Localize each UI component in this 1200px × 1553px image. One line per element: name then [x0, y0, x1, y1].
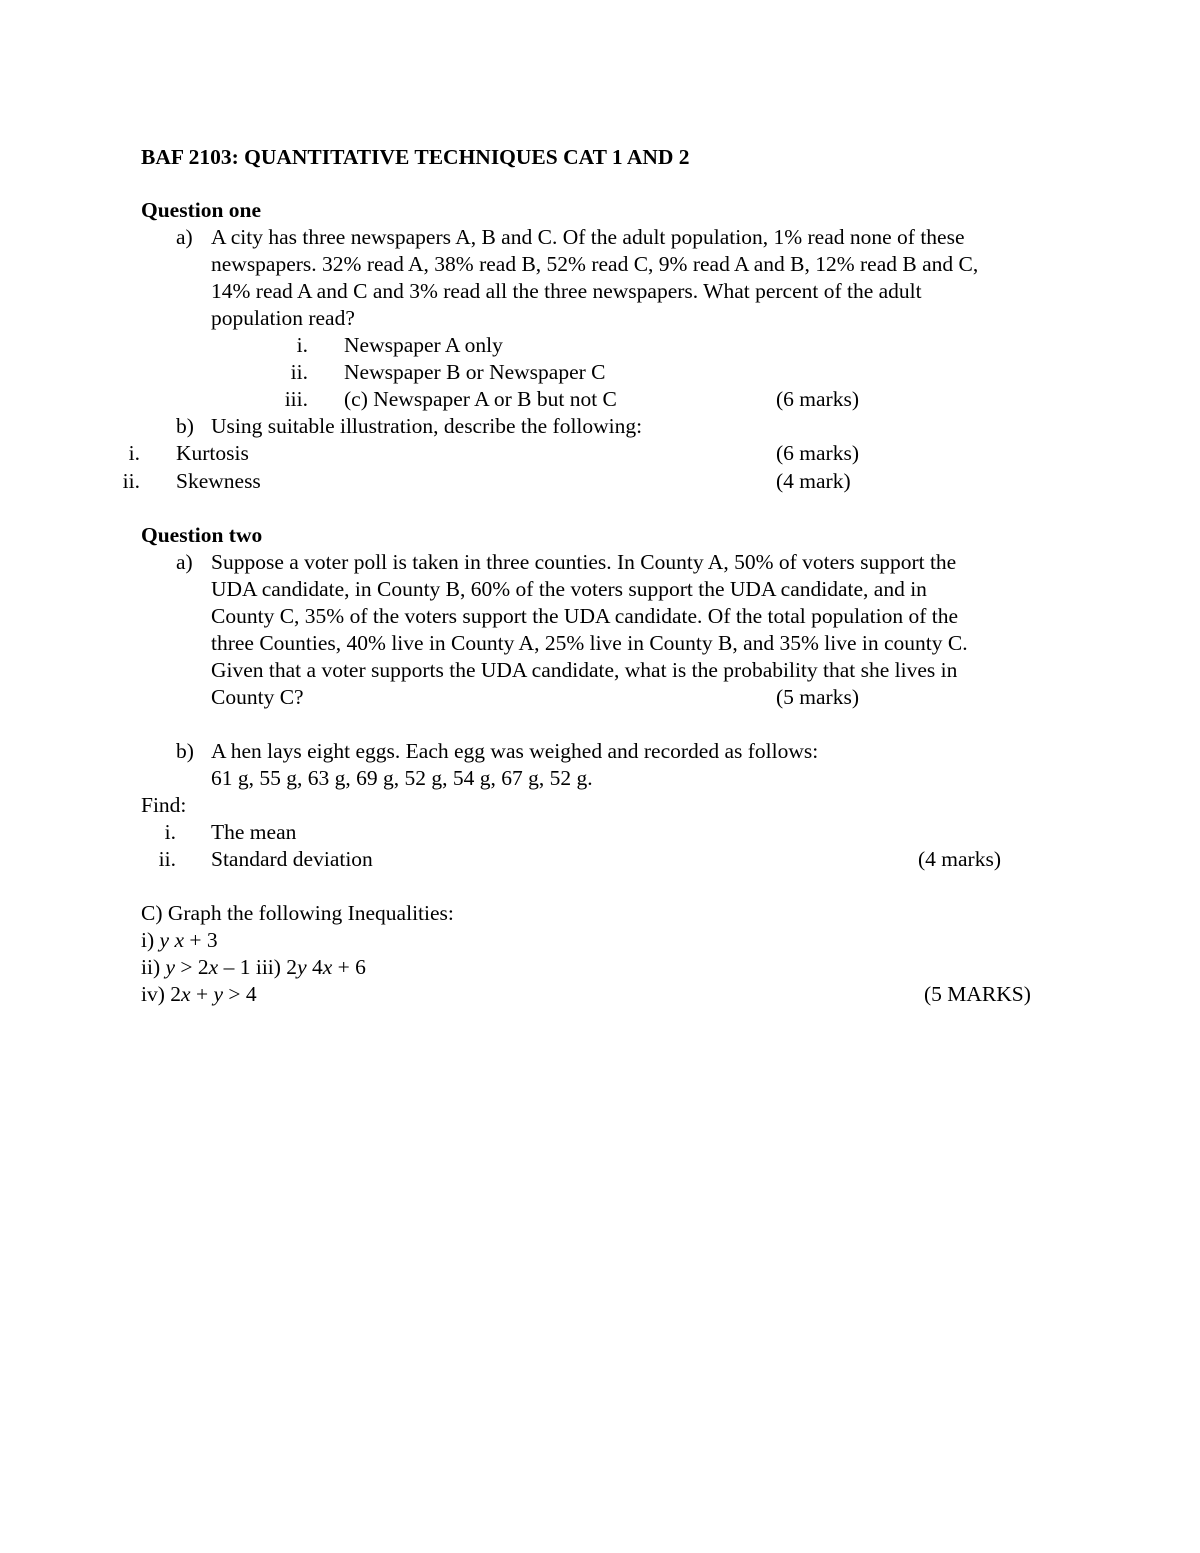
q1a-line-3: 14% read A and C and 3% read all the three newspapers. What percent of the adult — [211, 279, 922, 303]
ineq-2-label: ii) — [141, 955, 166, 979]
q1b-item-1-num: i. — [128, 441, 140, 465]
ineq-4-x: x — [181, 982, 191, 1006]
ineq-1-end: + 3 — [183, 928, 218, 952]
q2b-line-2: 61 g, 55 g, 63 g, 69 g, 52 g, 54 g, 67 g, 52 g. — [211, 766, 593, 790]
q2b-marks: (4 marks) — [918, 847, 1001, 871]
q1a-line-4: population read? — [211, 306, 355, 330]
q1b-item-1-marks: (6 marks) — [776, 441, 859, 465]
q2b-line-1: A hen lays eight eggs. Each egg was weighed and recorded as follows: — [211, 739, 819, 763]
q1a-item-1-text: Newspaper A only — [344, 333, 503, 357]
inequality-1 — [141, 927, 218, 954]
ineq-2-x: x — [208, 955, 219, 979]
q2b-item-2-text: Standard deviation — [211, 847, 373, 871]
ineq-3-x: x — [322, 955, 333, 979]
q2b-marker: b) — [176, 739, 194, 763]
q2a-line-6: County C? — [211, 685, 304, 709]
ineq-3-end: + 6 — [332, 955, 366, 979]
q2b-item-1-num: i. — [164, 820, 176, 844]
question-two-heading: Question two — [141, 523, 263, 547]
ineq-1-label: i) — [141, 928, 160, 952]
q1a-item-3-num: iii. — [284, 387, 308, 411]
q2c-marks: (5 MARKS) — [924, 982, 1031, 1006]
q2c-text: C) Graph the following Inequalities: — [141, 901, 454, 925]
q1a-marks: (6 marks) — [776, 387, 859, 411]
ineq-3-y: y — [297, 955, 307, 979]
q1a-marker: a) — [176, 225, 193, 249]
q1a-item-2-num: ii. — [290, 360, 308, 384]
q1a-item-1-num: i. — [296, 333, 308, 357]
q1b-text: Using suitable illustration, describe the following: — [211, 414, 643, 438]
q2b-item-2-num: ii. — [158, 847, 176, 871]
ineq-3-mid: 4 — [306, 955, 323, 979]
q1b-item-1-text: Kurtosis — [176, 441, 249, 465]
ineq-4-plus: + — [190, 982, 214, 1006]
q2a-line-2: UDA candidate, in County B, 60% of the voters support the UDA candidate, and in — [211, 577, 927, 601]
document-title: BAF 2103: QUANTITATIVE TECHNIQUES CAT 1 AND 2 — [141, 145, 690, 169]
question-one-heading: Question one — [141, 198, 262, 222]
q2a-line-5: Given that a voter supports the UDA candidate, what is the probability that she lives in — [211, 658, 958, 682]
ineq-4-end: > 4 — [223, 982, 257, 1006]
ineq-2-mid: > 2 — [175, 955, 209, 979]
q2b-item-1-text: The mean — [211, 820, 297, 844]
q2a-line-1: Suppose a voter poll is taken in three counties. In County A, 50% of voters support the — [211, 550, 957, 574]
ineq-4-label: iv) 2 — [141, 982, 182, 1006]
q1b-item-2-text: Skewness — [176, 469, 261, 493]
q1a-line-1: A city has three newspapers A, B and C. Of the adult population, 1% read none of these — [211, 225, 965, 249]
ineq-4-y: y — [213, 982, 223, 1006]
ineq-1-y: y — [159, 928, 170, 952]
ineq-2-y: y — [165, 955, 176, 979]
inequality-4 — [141, 981, 257, 1008]
ineq-1-x: x — [174, 928, 184, 952]
q2b-find: Find: — [141, 793, 187, 817]
q1a-line-2: newspapers. 32% read A, 38% read B, 52% read C, 9% read A and B, 12% read B and C, — [211, 252, 979, 276]
q1a-item-3-text: (c) Newspaper A or B but not C — [344, 387, 617, 411]
q2a-marker: a) — [176, 550, 193, 574]
q1a-item-2-text: Newspaper B or Newspaper C — [344, 360, 606, 384]
q1b-marker: b) — [176, 414, 194, 438]
q1b-item-2-marks: (4 mark) — [776, 469, 851, 493]
q2a-line-4: three Counties, 40% live in County A, 25% live in County B, and 35% live in county C. — [211, 631, 968, 655]
inequality-2-3 — [141, 954, 366, 981]
q1b-item-2-num: ii. — [122, 469, 140, 493]
q2a-marks: (5 marks) — [776, 685, 859, 709]
q2a-line-3: County C, 35% of the voters support the UDA candidate. Of the total population of the — [211, 604, 958, 628]
ineq-2-end: – 1 iii) 2 — [218, 955, 298, 979]
